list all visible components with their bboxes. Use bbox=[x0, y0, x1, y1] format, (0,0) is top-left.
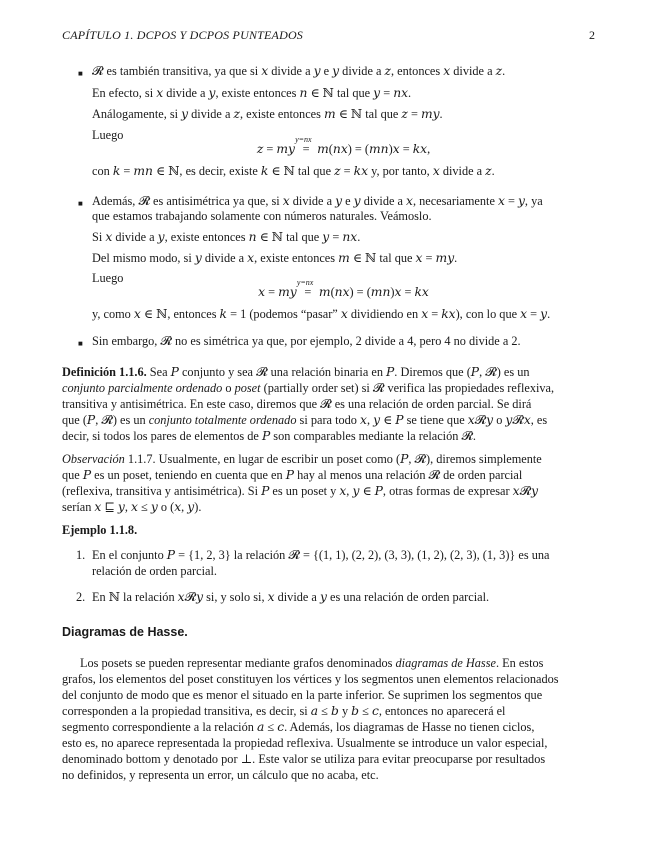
definition-text: si para todo 𝑥, 𝑦 ∈ 𝑃 se tiene que 𝑥𝓡𝑦 o 𝑦𝓡𝑥, es bbox=[296, 413, 548, 427]
term-poset: poset bbox=[234, 381, 261, 395]
paragraph-text: Los posets se pueden representar mediante grafos denominados bbox=[80, 656, 396, 670]
definition-text: o bbox=[222, 381, 235, 395]
bullet-icon: ■ bbox=[78, 69, 83, 78]
list-number: 1. bbox=[76, 548, 86, 562]
paragraph-line bbox=[62, 655, 595, 671]
paragraph-line: segmento correspondiente a la relación 𝑎 ≤ 𝑐. Además, los diagramas de Hasse no tienen ciclos, bbox=[62, 720, 535, 734]
observation-line: serían 𝑥 ⊑ 𝑦, 𝑥 ≤ 𝑦 o (𝑥, 𝑦). bbox=[62, 500, 202, 514]
eq-left: 𝑥 = 𝑚𝑦 bbox=[258, 285, 297, 299]
term-partial-order: conjunto parcialmente ordenado bbox=[62, 381, 223, 395]
term-total-order: conjunto totalmente ordenado bbox=[148, 413, 297, 427]
text-line: con 𝑘 = 𝑚𝑛 ∈ ℕ, es decir, existe 𝑘 ∈ ℕ tal que 𝑧 = 𝑘𝑥 y, por tanto, 𝑥 divide a 𝑧. bbox=[92, 164, 495, 178]
list-item: relación de orden parcial. bbox=[92, 564, 217, 578]
eq-sign: = y=nx bbox=[298, 141, 314, 157]
list-number: 2. bbox=[76, 590, 86, 604]
observation-text: 1.1.7. Usualmente, en lugar de escribir un poset como (𝑃, 𝓡), diremos simplemente bbox=[124, 452, 542, 466]
paragraph-line: del conjunto de modo que es menor el situado en la parte inferior. Se suprimen los segmentos que bbox=[62, 688, 543, 702]
list-item: En el conjunto 𝑃 = {1, 2, 3} la relación 𝓡 = {(1, 1), (2, 2), (3, 3), (1, 2), (2, 3), (1, 3)} es una bbox=[92, 548, 550, 562]
observation-line: que 𝑃 es un poset, teniendo en cuenta que en 𝑃 hay al menos una relación 𝓡 de orden parcial bbox=[62, 468, 523, 482]
page-number: 2 bbox=[589, 28, 595, 42]
definition-line: decir, si todos los pares de elementos de 𝑃 son comparables mediante la relación 𝓡. bbox=[62, 429, 477, 443]
definition-label: Definición 1.1.6. bbox=[62, 365, 147, 379]
list-item: En ℕ la relación 𝑥𝓡𝑦 si, y solo si, 𝑥 divide a 𝑦 es una relación de orden parcial. bbox=[92, 590, 490, 604]
bullet-icon: ■ bbox=[78, 339, 83, 348]
definition-text: Sea 𝑃 conjunto y sea 𝓡 una relación binaria en 𝑃. Diremos que (𝑃, 𝓡) es un bbox=[149, 365, 530, 379]
term-hasse: diagramas de Hasse bbox=[395, 656, 496, 670]
observation-label: Observación bbox=[62, 452, 125, 466]
text-line: Si 𝑥 divide a 𝑦, existe entonces 𝑛 ∈ ℕ tal que 𝑦 = 𝑛𝑥. bbox=[92, 230, 361, 244]
definition-line bbox=[62, 380, 595, 396]
example-title: Ejemplo 1.1.8. bbox=[62, 523, 138, 537]
eq-right: 𝑚(𝑛𝑥) = (𝑚𝑛)𝑥 = 𝑘𝑥, bbox=[317, 142, 431, 156]
eq-annotation: y=nx bbox=[296, 278, 314, 287]
observation-line bbox=[62, 451, 595, 467]
bullet-antisymmetric-line: Además, 𝓡 es antisimétrica ya que, si 𝑥 divide a 𝑦 e 𝑦 divide a 𝑥, necesariamente 𝑥 = 𝑦, ya bbox=[92, 194, 543, 208]
bullet-symmetric-line: Sin embargo, 𝓡 no es simétrica ya que, por ejemplo, 2 divide a 4, pero 4 no divide a 2. bbox=[92, 334, 521, 348]
text-line: Análogamente, si 𝑦 divide a 𝑧, existe entonces 𝑚 ∈ ℕ tal que 𝑧 = 𝑚𝑦. bbox=[92, 107, 443, 121]
definition-line bbox=[62, 364, 595, 380]
definition-text: que (𝑃, 𝓡) es un bbox=[62, 413, 149, 427]
running-header: CAPÍTULO 1. DCPOS Y DCPOS PUNTEADOS bbox=[62, 28, 304, 42]
text-line: Luego bbox=[92, 271, 124, 285]
eq-left: 𝑧 = 𝑚𝑦 bbox=[256, 142, 295, 156]
text-line: que estamos trabajando solamente con números naturales. Veámoslo. bbox=[92, 209, 432, 223]
definition-text: (partially order set) si 𝓡 verifica las propiedades reflexiva, bbox=[260, 381, 555, 395]
bullet-transitive-line: 𝓡 es también transitiva, ya que si 𝑥 divide a 𝑦 e 𝑦 divide a 𝑧, entonces 𝑥 divide a 𝑧. bbox=[92, 64, 506, 78]
paragraph-line: corresponden a la propiedad transitiva, es decir, si 𝑎 ≤ 𝑏 y 𝑏 ≤ 𝑐, entonces no aparecerá el bbox=[62, 704, 506, 718]
eq-right: 𝑚(𝑛𝑥) = (𝑚𝑛)𝑥 = 𝑘𝑥 bbox=[318, 285, 429, 299]
paragraph-line: grafos, los elementos del poset constituyen los vértices y los segmentos unen elementos relacionados bbox=[62, 672, 559, 686]
paragraph-line: denominado bottom y denotado por ⊥. Este valor se utiliza para evitar preocuparse por resultados bbox=[62, 752, 546, 766]
section-title: Diagramas de Hasse. bbox=[62, 625, 188, 639]
definition-line bbox=[62, 412, 595, 428]
text-line: En efecto, si 𝑥 divide a 𝑦, existe entonces 𝑛 ∈ ℕ tal que 𝑦 = 𝑛𝑥. bbox=[92, 86, 412, 100]
definition-line: transitiva y antisimétrica. En este caso, diremos que 𝓡 es una relación de orden parcial. Se dirá bbox=[62, 397, 532, 411]
text-line: Luego bbox=[92, 128, 124, 142]
paragraph-text: . En estos bbox=[495, 656, 544, 670]
bullet-icon: ■ bbox=[78, 199, 83, 208]
paragraph-line: esto es, no aparece representada la propiedad reflexiva. Usualmente se introduce un valor especial, bbox=[62, 736, 548, 750]
observation-line: (reflexiva, transitiva y antisimétrica). Si 𝑃 es un poset y 𝑥, 𝑦 ∈ 𝑃, otras formas de expresar 𝑥𝓡𝑦 bbox=[62, 484, 539, 498]
eq-annotation: y=nx bbox=[295, 135, 312, 144]
text-line: Del mismo modo, si 𝑦 divide a 𝑥, existe entonces 𝑚 ∈ ℕ tal que 𝑥 = 𝑚𝑦. bbox=[92, 251, 458, 265]
eq-sign: = y=nx bbox=[300, 284, 316, 300]
text-line: y, como 𝑥 ∈ ℕ, entonces 𝑘 = 1 (podemos “pasar” 𝑥 dividiendo en 𝑥 = 𝑘𝑥), con lo que 𝑥 = 𝑦. bbox=[92, 307, 551, 321]
paragraph-line: no definidos, y representa un error, un cálculo que no acaba, etc. bbox=[62, 768, 379, 782]
